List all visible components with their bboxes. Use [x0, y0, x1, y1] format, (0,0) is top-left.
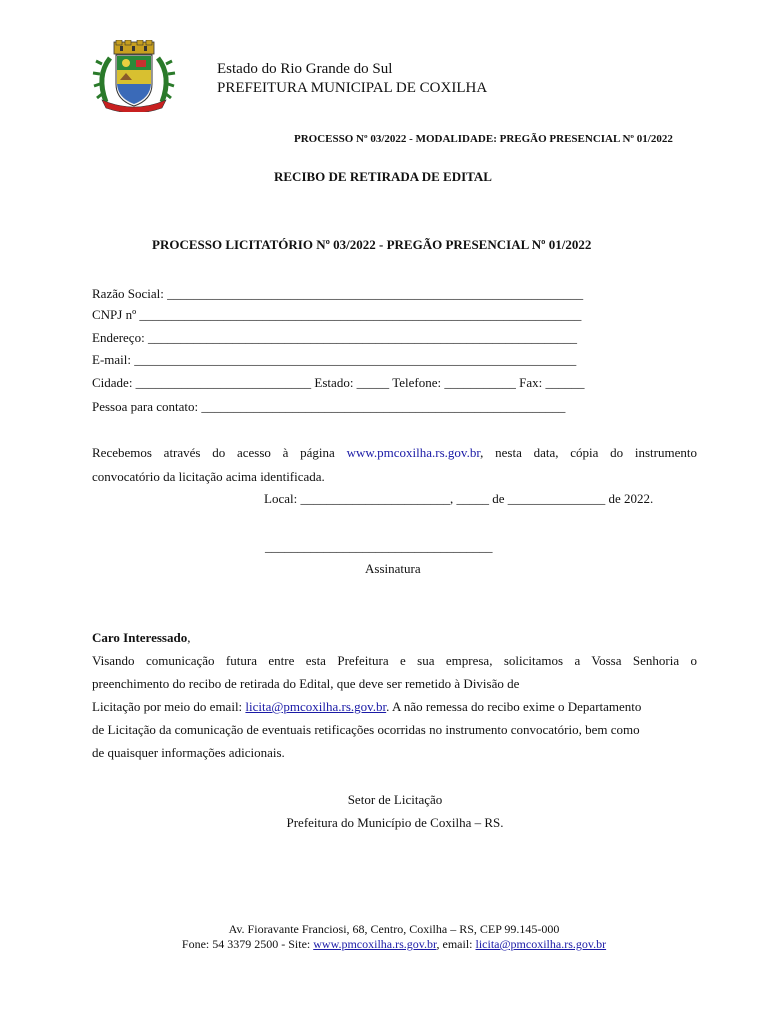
greeting-text: Caro Interessado — [92, 630, 188, 645]
notice-line3-post: . A não remessa do recibo exime o Departamento — [386, 699, 642, 714]
footer-email-link[interactable]: licita@pmcoxilha.rs.gov.br — [475, 937, 607, 951]
footer-phone: Fone: 54 3379 2500 - Site: — [181, 937, 314, 951]
field-endereco: Endereço: __________________________________________________________________ — [92, 330, 577, 345]
field-cnpj: CNPJ nº ____________________________________________________________________ — [92, 307, 582, 322]
process-line: PROCESSO Nº 03/2022 - MODALIDADE: PREGÃO PRESENCIAL Nº 01/2022 — [294, 133, 673, 145]
greeting-comma: , — [187, 630, 191, 645]
notice-line2: preenchimento do recibo de retirada do Edital, que deve ser remetido à Divisão de — [92, 676, 520, 691]
footer-email-label: , email: — [436, 937, 476, 951]
sector-line1: Setor de Licitação — [347, 792, 443, 807]
field-pessoa-contato: Pessoa para contato: ________________________________________________________ — [92, 399, 566, 414]
signature-label: Assinatura — [365, 561, 421, 576]
greeting — [92, 630, 190, 646]
field-cidade: Cidade: ___________________________ Estado: _____ Telefone: ___________ Fax: ______ — [92, 375, 585, 390]
receipt-title: RECIBO DE RETIRADA DE EDITAL — [274, 169, 492, 184]
sector-line2: Prefeitura do Município de Coxilha – RS. — [286, 815, 504, 830]
email-link[interactable]: licita@pmcoxilha.rs.gov.br — [245, 699, 387, 714]
prefecture-name: PREFEITURA MUNICIPAL DE COXILHA — [217, 80, 488, 96]
receipt-text-line2: convocatório da licitação acima identificada. — [92, 469, 325, 484]
footer-site-link[interactable]: www.pmcoxilha.rs.gov.br — [313, 937, 437, 951]
state-name: Estado do Rio Grande do Sul — [217, 61, 393, 77]
notice-line3 — [92, 699, 697, 715]
notice-line1: Visando comunicação futura entre esta Prefeitura e sua empresa, solicitamos a Vossa Senhoria o — [92, 653, 697, 668]
footer-address: Av. Fioravante Franciosi, 68, Centro, Coxilha – RS, CEP 99.145-000 — [228, 922, 560, 936]
notice-line4: de Licitação da comunicação de eventuais retificações ocorridas no instrumento convocatório, bem como — [92, 722, 640, 737]
local-date-line: Local: _______________________, _____ de _______________ de 2022. — [264, 491, 654, 506]
site-link[interactable]: www.pmcoxilha.rs.gov.br — [346, 445, 481, 460]
receipt-text-line1 — [92, 445, 697, 461]
field-email: E-mail: ____________________________________________________________________ — [92, 352, 577, 367]
coat-of-arms-icon — [92, 40, 176, 112]
notice-line5: de quaisquer informações adicionais. — [92, 745, 285, 760]
field-razao-social: Razão Social: ________________________________________________________________ — [92, 286, 584, 301]
receipt-text-post: , nesta data, cópia do instrumento — [480, 445, 697, 460]
signature-line: ___________________________________ — [265, 539, 493, 554]
footer-contact — [0, 937, 770, 952]
notice-line3-pre: Licitação por meio do email: — [92, 699, 246, 714]
section-title: PROCESSO LICITATÓRIO Nº 03/2022 - PREGÃO PRESENCIAL Nº 01/2022 — [152, 237, 592, 252]
receipt-text-pre: Recebemos através do acesso à página — [92, 445, 335, 460]
